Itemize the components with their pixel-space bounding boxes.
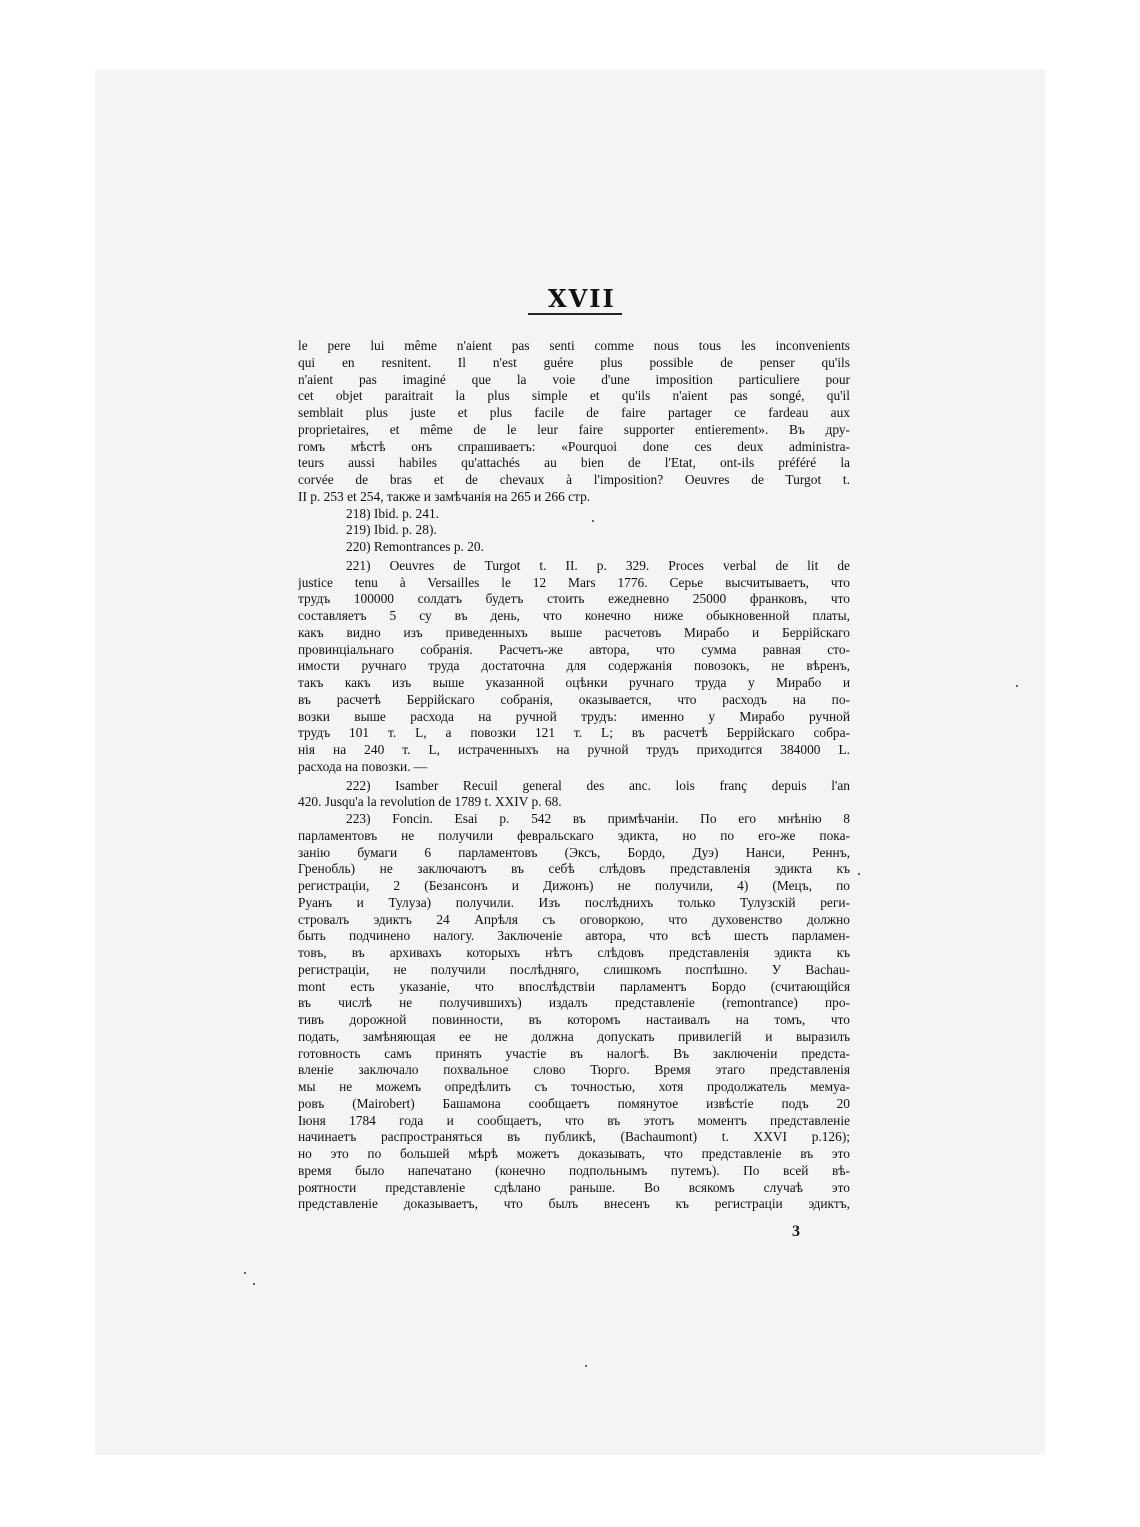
text-line: но это по большей мѣрѣ можетъ доказывать, что представленіе въ это <box>298 1146 850 1161</box>
scan-speck <box>253 1283 255 1285</box>
text-line: qui en resnitent. Il n'est guére plus possible de penser qu'ils <box>298 354 850 370</box>
text-line: n'aient pas imaginé que la voie d'une imposition particuliere pour <box>298 371 850 387</box>
page-number: 3 <box>792 1223 800 1240</box>
text-line: имости ручнаго труда достаточна для содержанія повозокъ, не вѣренъ, <box>298 658 850 674</box>
scan-speck <box>244 1272 246 1274</box>
text-line: товъ, въ архивахъ которыхъ нѣтъ слѣдовъ представленія эдикта къ <box>298 945 850 960</box>
text-line: teurs aussi habiles qu'attachés au bien de l'Etat, ont-ils préféré la <box>298 455 850 471</box>
text-line: расхода на повозки. — <box>298 758 428 774</box>
text-line: тивъ дорожной повинности, въ которомъ настаивалъ на томъ, что <box>298 1012 850 1027</box>
text-line: составляетъ 5 су въ день, что конечно ниже обыкновенной платы, <box>298 608 850 623</box>
page-header-roman-numeral: XVII <box>548 284 616 313</box>
text-line: возки выше расхода на ручной трудъ: именно у Мирабо ручной <box>298 708 850 724</box>
text-line: трудъ 100000 солдатъ будетъ стоить ежедневно 25000 франковъ, что <box>298 591 850 607</box>
footnote-218: 218) Ibid. p. 241. <box>346 505 439 521</box>
text-line: Іюня 1784 года и сообщаетъ, что въ этотъ моментъ представленіе <box>298 1112 850 1128</box>
text-line: готовность самъ принять участіе въ налогѣ. Въ заключеніи предста- <box>298 1045 850 1061</box>
text-line: быть подчинено налогу. Заключеніе автора, что всѣ шесть парламен- <box>298 928 850 944</box>
text-line: парламентовъ не получили февральскаго эдикта, но по его-же пока- <box>298 827 850 843</box>
text-line: занію бумаги 6 парламентовъ (Эксъ, Бордо, Дуэ) Нанси, Реннъ, <box>298 844 850 860</box>
text-line: стровалъ эдиктъ 24 Апрѣля съ оговоркою, что духовенство должно <box>298 911 850 927</box>
text-line: подать, замѣняющая ее не должна допускать привилегій и выразилъ <box>298 1028 850 1044</box>
text-line: въ расчетѣ Беррійскаго собранія, оказывается, что расходъ на по- <box>298 691 850 707</box>
body-text <box>298 338 850 1213</box>
text-line: II p. 253 et 254, также и замѣчанія на 265 и 266 стр. <box>298 488 591 504</box>
text-line: гомъ мѣстѣ онъ спрашиваетъ: «Pourquoi done ces deux administra- <box>298 438 850 454</box>
text-line: semblait plus juste et plus facile de faire partager ce fardeau aux <box>298 405 850 420</box>
text-line: corvée de bras et de chevaux à l'imposition? Oeuvres de Turgot t. <box>298 472 850 487</box>
footnote-220: 220) Remontrances p. 20. <box>346 539 484 554</box>
scan-speck <box>585 1365 587 1367</box>
text-line: такъ какъ изъ выше указанной оцѣнки ручнаго труда у Мирабо и <box>298 675 850 690</box>
text-line: провинціальнаго собранія. Расчетъ-же автора, что сумма равная сто- <box>298 641 850 657</box>
footnote-221: 221) Oeuvres de Turgot t. II. p. 329. Proces verbal de lit de <box>346 557 850 573</box>
text-line: трудъ 101 т. L, а повозки 121 т. L; въ расчетѣ Беррійскаго собра- <box>298 725 850 741</box>
text-line: роятности представленіе сдѣлано раньше. Во всякомъ случаѣ это <box>298 1179 850 1195</box>
scan-speck <box>858 873 860 875</box>
text-line: время было напечатано (конечно подпольнымъ путемъ). По всей вѣ- <box>298 1162 850 1178</box>
text-line: представленіе доказываетъ, что былъ внесенъ къ регистраціи эдиктъ, <box>298 1196 850 1212</box>
text-line: 420. Jusqu'a la revolution de 1789 t. XXIV p. 68. <box>298 794 562 810</box>
text-line: Гренобль) не заключаютъ въ себѣ слѣдовъ представленія эдикта къ <box>298 861 850 877</box>
text-line: въ числѣ не получившихъ) издалъ представленіе (remontrance) про- <box>298 995 850 1011</box>
scan-speck <box>1016 685 1018 687</box>
footnote-222: 222) Isamber Recuil general des anc. lois franç depuis l'an <box>346 777 850 793</box>
text-line: ровъ (Mairobert) Башамона сообщаетъ помянутое извѣстіе подъ 20 <box>298 1095 850 1111</box>
text-line: Руанъ и Тулуза) получили. Изъ послѣднихъ только Тулузскій реги- <box>298 894 850 910</box>
text-line: какъ видно изъ приведенныхъ выше расчетовъ Мирабо и Беррійскаго <box>298 624 850 640</box>
text-line: вленіе заключало похвальное слово Тюрго. Время этаго представленія <box>298 1062 850 1078</box>
text-line: нія на 240 т. L, истраченныхъ на ручной трудъ приходится 384000 L. <box>298 742 850 757</box>
text-line: proprietaires, et même de le leur faire supporter entierement». Въ дру- <box>298 421 850 437</box>
text-line: mont есть указаніе, что впослѣдствіи парламентъ Бордо (считающійся <box>298 978 850 994</box>
text-line: мы не можемъ опредѣлить съ точностью, хотя продолжатель мемуа- <box>298 1079 850 1094</box>
header-underline <box>528 313 622 315</box>
text-line: cet objet paraitrait la plus simple et qu'ils n'aient pas songé, qu'il <box>298 388 850 404</box>
text-line: регистраціи, 2 (Безансонъ и Дижонъ) не получили, 4) (Мецъ, по <box>298 878 850 893</box>
text-line: регистраціи, не получили послѣдняго, слишкомъ поспѣшно. У Bachau- <box>298 961 850 977</box>
text-line: le pere lui même n'aient pas senti comme nous tous les inconvenients <box>298 338 850 353</box>
footnote-223: 223) Foncin. Esai p. 542 въ примѣчаніи. По его мнѣнію 8 <box>346 811 850 826</box>
text-line: justice tenu à Versailles le 12 Mars 1776. Серье высчитываетъ, что <box>298 574 850 590</box>
footnote-219: 219) Ibid. p. 28). <box>346 522 437 538</box>
text-line: начинаетъ распространяться въ публикѣ, (Bachaumont) t. XXVI p.126); <box>298 1129 850 1145</box>
scan-speck <box>592 520 594 522</box>
